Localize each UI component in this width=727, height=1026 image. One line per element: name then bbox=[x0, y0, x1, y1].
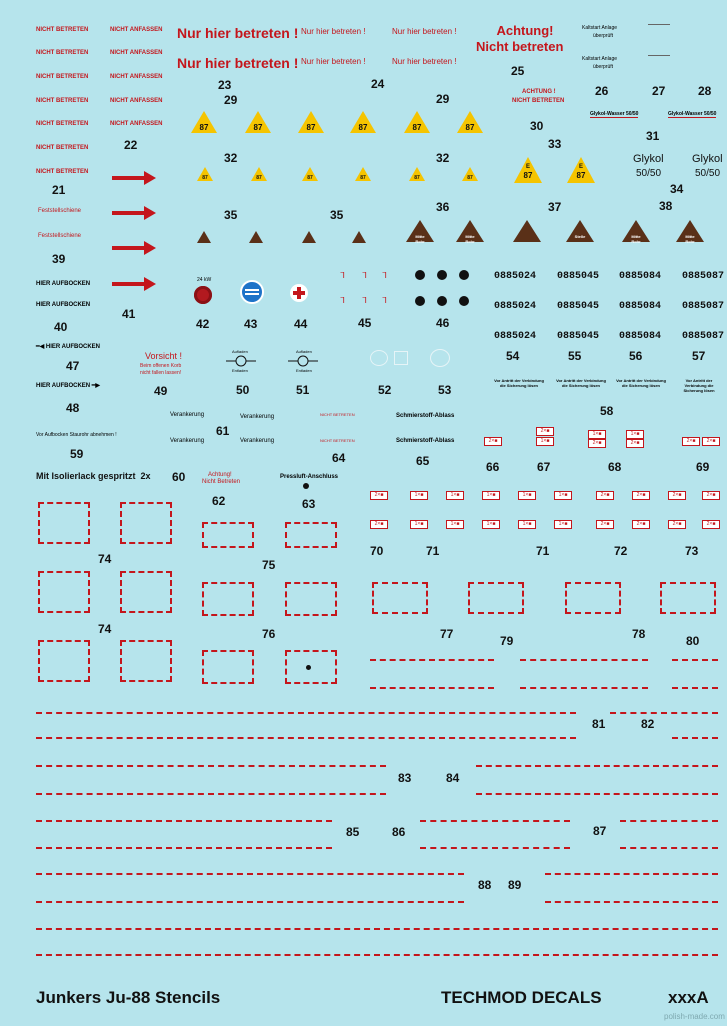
triangle-87: 87 bbox=[306, 123, 316, 132]
num-39: 39 bbox=[52, 252, 66, 266]
black-dot-icon bbox=[415, 270, 425, 280]
num-57: 57 bbox=[692, 349, 706, 363]
black-dot-icon bbox=[437, 270, 447, 280]
dashed-strip bbox=[476, 793, 718, 795]
mini-tag: 1×■ bbox=[626, 430, 644, 439]
brown-triangle-small-icon bbox=[352, 231, 366, 243]
num-71b: 71 bbox=[536, 544, 550, 558]
dashed-strip bbox=[36, 765, 386, 767]
triangle-87-small: 87 bbox=[414, 175, 420, 181]
mini-tag: 2×■ bbox=[484, 437, 502, 446]
nicht-anfassen-5: NICHT ANFASSEN bbox=[110, 121, 163, 127]
hier-aufbocken-1: HIER AUFBOCKEN bbox=[36, 281, 91, 287]
kaltstart-2b: überprüft bbox=[593, 64, 614, 70]
dashed-strip bbox=[36, 873, 464, 875]
num-37: 37 bbox=[548, 200, 562, 214]
num-79: 79 bbox=[500, 634, 514, 648]
num-86: 86 bbox=[392, 825, 406, 839]
triangle-87-small: 87 bbox=[202, 175, 208, 181]
num-46: 46 bbox=[436, 316, 450, 330]
entladen-1: Entladen bbox=[232, 368, 248, 373]
mini-tag: 2×■ bbox=[632, 520, 650, 529]
num-70: 70 bbox=[370, 544, 384, 558]
brown-triangle-icon bbox=[513, 220, 541, 242]
num-61: 61 bbox=[216, 424, 230, 438]
mini-tag: 1×■ bbox=[482, 491, 500, 500]
white-square-icon bbox=[394, 351, 408, 365]
kaltstart-1b: überprüft bbox=[593, 33, 614, 39]
brown-triangle-small-icon bbox=[249, 231, 263, 243]
num-28: 28 bbox=[698, 84, 712, 98]
sheet-title: Junkers Ju-88 Stencils bbox=[36, 988, 221, 1007]
serial-2b: 0885045 bbox=[557, 301, 600, 312]
num-21: 21 bbox=[52, 183, 66, 197]
kaltstart-2: Kaltstart Anlage bbox=[582, 56, 618, 62]
entladen-2: Entladen bbox=[296, 368, 312, 373]
black-dot-icon bbox=[303, 483, 309, 489]
nicht-betreten-7: NICHT BETRETEN bbox=[36, 169, 89, 175]
nicht-betreten-2: NICHT BETRETEN bbox=[36, 50, 89, 56]
tiny-sign-3: ᒣ bbox=[382, 271, 387, 280]
schmierstoff-1: Schmierstoff-Ablass bbox=[396, 413, 455, 419]
mini-tag: 1×■ bbox=[554, 520, 572, 529]
dashed-strip bbox=[620, 820, 718, 822]
dashed-panel bbox=[202, 650, 254, 684]
nicht-betreten-5: NICHT BETRETEN bbox=[36, 121, 89, 127]
verankerung-3: Verankerung bbox=[170, 438, 205, 444]
pressluft-label: Pressluft-Anschluss bbox=[280, 474, 339, 480]
hier-aufbocken-3: ━◀ HIER AUFBOCKEN bbox=[36, 344, 101, 350]
triangle-87-small: 87 bbox=[256, 175, 262, 181]
verankerung-4: Verankerung bbox=[240, 438, 275, 444]
serial-4a: 0885087 bbox=[682, 271, 725, 282]
tiny-sign-6: ᒣ bbox=[382, 296, 387, 305]
num-31: 31 bbox=[646, 129, 660, 143]
num-22: 22 bbox=[124, 138, 138, 152]
nur-hier-betreten-small-1: Nur hier betreten ! bbox=[301, 27, 366, 36]
dashed-strip bbox=[36, 928, 718, 930]
num-77: 77 bbox=[440, 627, 454, 641]
blue-roundel-icon bbox=[240, 280, 264, 304]
num-50: 50 bbox=[236, 383, 250, 397]
nicht-anfassen-4: NICHT ANFASSEN bbox=[110, 98, 163, 104]
num-53: 53 bbox=[438, 383, 452, 397]
nicht-anfassen-1: NICHT ANFASSEN bbox=[110, 27, 163, 33]
triangle-87: 87 bbox=[199, 123, 209, 132]
mini-tag: 2×■ bbox=[632, 491, 650, 500]
num-30: 30 bbox=[530, 119, 544, 133]
num-43: 43 bbox=[244, 317, 258, 331]
num-78: 78 bbox=[632, 627, 646, 641]
red-arrow-icon bbox=[112, 277, 156, 291]
num-64: 64 bbox=[332, 451, 346, 465]
watermark: polish-made.com bbox=[664, 1012, 725, 1021]
triangle-87: 87 bbox=[358, 123, 368, 132]
tiny-sign-1: ᒣ bbox=[340, 271, 345, 280]
verankerung-2: Verankerung bbox=[240, 414, 275, 420]
nur-hier-betreten-small-3: Nur hier betreten ! bbox=[392, 27, 457, 36]
achtung-nicht-betreten-small: Achtung! bbox=[208, 472, 232, 478]
num-63: 63 bbox=[302, 497, 316, 511]
num-24: 24 bbox=[371, 77, 385, 91]
num-81: 81 bbox=[592, 717, 606, 731]
num-29a: 29 bbox=[224, 93, 238, 107]
num-69: 69 bbox=[696, 460, 710, 474]
mini-tag: 2×■ bbox=[536, 427, 554, 436]
nicht-anfassen-2: NICHT ANFASSEN bbox=[110, 50, 163, 56]
dashed-strip bbox=[476, 765, 718, 767]
num-60: 60 bbox=[172, 470, 186, 484]
nur-hier-betreten-small-4: Nur hier betreten ! bbox=[392, 57, 457, 66]
nicht-betreten-3: NICHT BETRETEN bbox=[36, 74, 89, 80]
nur-hier-betreten-large-1: Nur hier betreten ! bbox=[177, 25, 299, 41]
tiny-sign-2: ᒣ bbox=[362, 271, 367, 280]
num-32b: 32 bbox=[436, 151, 450, 165]
hier-aufbocken-text: HIER AUFBOCKEN bbox=[36, 383, 91, 389]
mini-tag: 2×■ bbox=[668, 491, 686, 500]
black-dot-icon bbox=[415, 296, 425, 306]
red-socket-icon bbox=[194, 286, 212, 304]
triangle-e-87: 87 bbox=[576, 171, 586, 180]
num-67: 67 bbox=[537, 460, 551, 474]
brown-triangle-small-icon bbox=[197, 231, 211, 243]
num-72: 72 bbox=[614, 544, 628, 558]
mini-tag: 1×■ bbox=[518, 520, 536, 529]
serial-2a: 0885045 bbox=[557, 271, 600, 282]
num-40: 40 bbox=[54, 320, 68, 334]
brand-name: TECHMOD DECALS bbox=[441, 988, 602, 1007]
mini-tag: 1×■ bbox=[518, 491, 536, 500]
isolierlack-text: Mit Isolierlack gespritzt bbox=[36, 471, 136, 481]
num-27: 27 bbox=[652, 84, 666, 98]
mini-tag: 2×■ bbox=[626, 439, 644, 448]
num-35b: 35 bbox=[330, 208, 344, 222]
mini-tag: 1×■ bbox=[446, 491, 464, 500]
gauge-icon bbox=[288, 354, 318, 366]
mini-tag: 1×■ bbox=[446, 520, 464, 529]
num-56: 56 bbox=[629, 349, 643, 363]
aufladen-2: Aufladen bbox=[296, 349, 312, 354]
mini-tag: 2×■ bbox=[702, 437, 720, 446]
vor-antritt-1: Vor Antritt der Verbindung die Sicherung lösen bbox=[494, 378, 544, 388]
kw-label: 24 kW bbox=[197, 277, 212, 283]
dashed-panel bbox=[285, 650, 337, 684]
vor-antritt-4: Vor Antritt der Verbindung die Sicherung lösen bbox=[683, 378, 715, 393]
serial-4b: 0885087 bbox=[682, 301, 725, 312]
dashed-strip bbox=[36, 712, 576, 714]
aufbocken-staurohr: Vor Aufbocken Staurohr abnehmen ! bbox=[36, 432, 117, 438]
num-25: 25 bbox=[511, 64, 525, 78]
mini-tag: 1×■ bbox=[554, 491, 572, 500]
dashed-strip bbox=[36, 737, 576, 739]
dashed-strip bbox=[36, 820, 332, 822]
mini-tag: 2×■ bbox=[668, 520, 686, 529]
white-circle-icon bbox=[370, 350, 388, 366]
mini-tag: 2×■ bbox=[588, 439, 606, 448]
num-34: 34 bbox=[670, 182, 684, 196]
triangle-87: 87 bbox=[465, 123, 475, 132]
dashed-strip bbox=[36, 901, 464, 903]
dashed-strip bbox=[672, 737, 718, 739]
serial-1c: 0885024 bbox=[494, 331, 537, 342]
num-85: 85 bbox=[346, 825, 360, 839]
num-76: 76 bbox=[262, 627, 276, 641]
num-75: 75 bbox=[262, 558, 276, 572]
vorsicht-text-2: nicht fallen lassen! bbox=[140, 370, 182, 376]
num-47: 47 bbox=[66, 359, 80, 373]
num-84: 84 bbox=[446, 771, 460, 785]
feststellschiene-2: Feststellschiene bbox=[38, 233, 82, 239]
dashed-strip bbox=[36, 793, 386, 795]
num-42: 42 bbox=[196, 317, 210, 331]
num-73: 73 bbox=[685, 544, 699, 558]
serial-3b: 0885084 bbox=[619, 301, 662, 312]
vor-antritt-2: Vor Antritt der Verbindung die Sicherung lösen bbox=[556, 378, 606, 388]
tiny-sign-5: ᒣ bbox=[362, 296, 367, 305]
dashed-panel bbox=[285, 522, 337, 548]
dashed-strip bbox=[36, 954, 718, 956]
verankerung-1: Verankerung bbox=[170, 412, 205, 418]
num-71a: 71 bbox=[426, 544, 440, 558]
num-32a: 32 bbox=[224, 151, 238, 165]
triangle-e-87: 87 bbox=[523, 171, 533, 180]
mini-tag: 1×■ bbox=[588, 430, 606, 439]
triangle-87-small: 87 bbox=[360, 175, 366, 181]
hier-aufbocken-4: HIER AUFBOCKEN ━▶ bbox=[36, 383, 101, 389]
num-52: 52 bbox=[378, 383, 392, 397]
dashed-strip bbox=[520, 659, 648, 661]
nicht-betreten-4: NICHT BETRETEN bbox=[36, 98, 89, 104]
gauge-icon bbox=[226, 354, 256, 366]
num-48: 48 bbox=[66, 401, 80, 415]
isolierlack bbox=[36, 471, 151, 481]
num-89: 89 bbox=[508, 878, 522, 892]
num-74b: 74 bbox=[98, 622, 112, 636]
black-dot-icon bbox=[437, 296, 447, 306]
brown-triangle-label: Mitte Rohr bbox=[415, 234, 425, 244]
sheet-code: xxxA bbox=[668, 988, 709, 1007]
dashed-panel bbox=[468, 582, 524, 614]
glykol-2: Glykol bbox=[692, 153, 723, 165]
serial-3c: 0885084 bbox=[619, 331, 662, 342]
dashed-panel bbox=[565, 582, 621, 614]
vorsicht-title: Vorsicht ! bbox=[145, 351, 183, 361]
nicht-betreten-title: Nicht betreten bbox=[476, 39, 564, 54]
triangle-e: E bbox=[525, 164, 530, 170]
red-cross-icon bbox=[290, 284, 308, 302]
achtung-title: Achtung! bbox=[496, 23, 554, 38]
nur-hier-betreten-small-2: Nur hier betreten ! bbox=[301, 57, 366, 66]
triangle-87-small: 87 bbox=[307, 175, 313, 181]
brown-triangle-label: Mitte Rohr bbox=[631, 234, 641, 244]
num-68: 68 bbox=[608, 460, 622, 474]
num-41: 41 bbox=[122, 307, 136, 321]
num-51: 51 bbox=[296, 383, 310, 397]
num-26: 26 bbox=[595, 84, 609, 98]
mini-tag: 2×■ bbox=[702, 491, 720, 500]
dashed-strip bbox=[36, 847, 332, 849]
dashed-strip bbox=[520, 687, 648, 689]
nicht-betreten-small: NICHT BETRETEN bbox=[512, 98, 565, 104]
white-circle-icon bbox=[430, 349, 450, 367]
schmierstoff-2: Schmierstoff-Ablass bbox=[396, 438, 455, 444]
small-red-tag-1: NICHT BETRETEN bbox=[320, 412, 355, 417]
dashed-panel bbox=[120, 640, 172, 682]
dashed-strip bbox=[370, 659, 494, 661]
serial-1a: 0885024 bbox=[494, 271, 537, 282]
num-29b: 29 bbox=[436, 92, 450, 106]
dashed-panel bbox=[120, 571, 172, 613]
dashed-panel bbox=[120, 502, 172, 544]
red-arrow-icon bbox=[112, 241, 156, 255]
triangle-e: E bbox=[578, 164, 583, 170]
black-dot-icon bbox=[459, 270, 469, 280]
mini-tag: 1×■ bbox=[410, 491, 428, 500]
mini-tag: 2×■ bbox=[596, 491, 614, 500]
triangle-87-small: 87 bbox=[467, 175, 473, 181]
mini-tag: 2×■ bbox=[370, 491, 388, 500]
small-red-tag-2: NICHT BETRETEN bbox=[320, 438, 355, 443]
num-45: 45 bbox=[358, 316, 372, 330]
mini-tag: 1×■ bbox=[482, 520, 500, 529]
num-80: 80 bbox=[686, 634, 700, 648]
nicht-betreten-6: NICHT BETRETEN bbox=[36, 145, 89, 151]
dashed-panel bbox=[202, 522, 254, 548]
num-65: 65 bbox=[416, 454, 430, 468]
glykol-ratio-2: 50/50 bbox=[695, 168, 721, 179]
mini-tag: 2×■ bbox=[596, 520, 614, 529]
dashed-strip bbox=[420, 820, 570, 822]
hier-aufbocken-text: HIER AUFBOCKEN bbox=[45, 344, 101, 350]
dashed-panel bbox=[285, 582, 337, 616]
num-58: 58 bbox=[600, 404, 614, 418]
red-arrow-icon bbox=[112, 206, 156, 220]
glykol-ratio-1: 50/50 bbox=[636, 168, 662, 179]
nicht-betreten-1: NICHT BETRETEN bbox=[36, 27, 89, 33]
mini-tag: 1×■ bbox=[410, 520, 428, 529]
achtung-small: ACHTUNG ! bbox=[522, 89, 556, 95]
num-38: 38 bbox=[659, 199, 673, 213]
black-dot-icon bbox=[459, 296, 469, 306]
vor-antritt-3: Vor Antritt der Verbindung die Sicherung lösen bbox=[616, 378, 666, 388]
dashed-panel bbox=[202, 582, 254, 616]
kaltstart-1: Kaltstart Anlage bbox=[582, 25, 618, 31]
mini-tag: 1×■ bbox=[536, 437, 554, 446]
num-35a: 35 bbox=[224, 208, 238, 222]
dashed-strip bbox=[370, 687, 494, 689]
dashed-strip bbox=[545, 901, 718, 903]
nur-hier-betreten-large-2: Nur hier betreten ! bbox=[177, 55, 299, 71]
brown-triangle-label: Mitte Rohr bbox=[465, 234, 475, 244]
num-33: 33 bbox=[548, 137, 562, 151]
feststellschiene-1: Feststellschiene bbox=[38, 208, 82, 214]
num-82: 82 bbox=[641, 717, 655, 731]
vorsicht-text-1: Beim offenen Korb bbox=[140, 363, 182, 369]
dashed-strip bbox=[672, 687, 718, 689]
aufladen-1: Aufladen bbox=[232, 349, 248, 354]
brown-triangle-label: Mitte Rohr bbox=[685, 234, 695, 244]
num-59: 59 bbox=[70, 447, 84, 461]
dashed-panel bbox=[38, 640, 90, 682]
num-36: 36 bbox=[436, 200, 450, 214]
brown-triangle-small-icon bbox=[302, 231, 316, 243]
brown-triangle-label: Stelle bbox=[574, 234, 586, 239]
num-54: 54 bbox=[506, 349, 520, 363]
isolierlack-qty: 2x bbox=[140, 471, 151, 481]
tiny-sign-4: ᒣ bbox=[340, 296, 345, 305]
dashed-panel bbox=[38, 502, 90, 544]
dashed-strip bbox=[620, 847, 718, 849]
num-44: 44 bbox=[294, 317, 308, 331]
mini-tag: 2×■ bbox=[702, 520, 720, 529]
hier-aufbocken-2: HIER AUFBOCKEN bbox=[36, 302, 91, 308]
dashed-panel bbox=[660, 582, 716, 614]
num-49: 49 bbox=[154, 384, 168, 398]
num-83: 83 bbox=[398, 771, 412, 785]
black-dot-icon bbox=[306, 665, 311, 670]
red-arrow-icon bbox=[112, 171, 156, 185]
dashed-panel bbox=[372, 582, 428, 614]
num-23: 23 bbox=[218, 78, 232, 92]
tiny-line-2 bbox=[648, 55, 670, 56]
serial-2c: 0885045 bbox=[557, 331, 600, 342]
num-62: 62 bbox=[212, 494, 226, 508]
dashed-strip bbox=[420, 847, 570, 849]
serial-1b: 0885024 bbox=[494, 301, 537, 312]
serial-4c: 0885087 bbox=[682, 331, 725, 342]
dashed-panel bbox=[38, 571, 90, 613]
mini-tag: 2×■ bbox=[370, 520, 388, 529]
dashed-strip bbox=[610, 712, 718, 714]
num-55: 55 bbox=[568, 349, 582, 363]
nicht-anfassen-3: NICHT ANFASSEN bbox=[110, 74, 163, 80]
num-88: 88 bbox=[478, 878, 492, 892]
glykol-wasser-2: Glykol-Wasser 50/50 bbox=[668, 111, 717, 117]
num-66: 66 bbox=[486, 460, 500, 474]
mini-tag: 2×■ bbox=[682, 437, 700, 446]
triangle-87: 87 bbox=[253, 123, 263, 132]
achtung-nicht-betreten-small-2: Nicht Betreten bbox=[202, 479, 241, 485]
tiny-line-1 bbox=[648, 24, 670, 25]
dashed-strip bbox=[545, 873, 718, 875]
num-87: 87 bbox=[593, 824, 607, 838]
triangle-87: 87 bbox=[412, 123, 422, 132]
glykol-1: Glykol bbox=[633, 153, 664, 165]
num-74a: 74 bbox=[98, 552, 112, 566]
glykol-wasser-1: Glykol-Wasser 50/50 bbox=[590, 111, 639, 117]
serial-3a: 0885084 bbox=[619, 271, 662, 282]
dashed-strip bbox=[672, 659, 718, 661]
